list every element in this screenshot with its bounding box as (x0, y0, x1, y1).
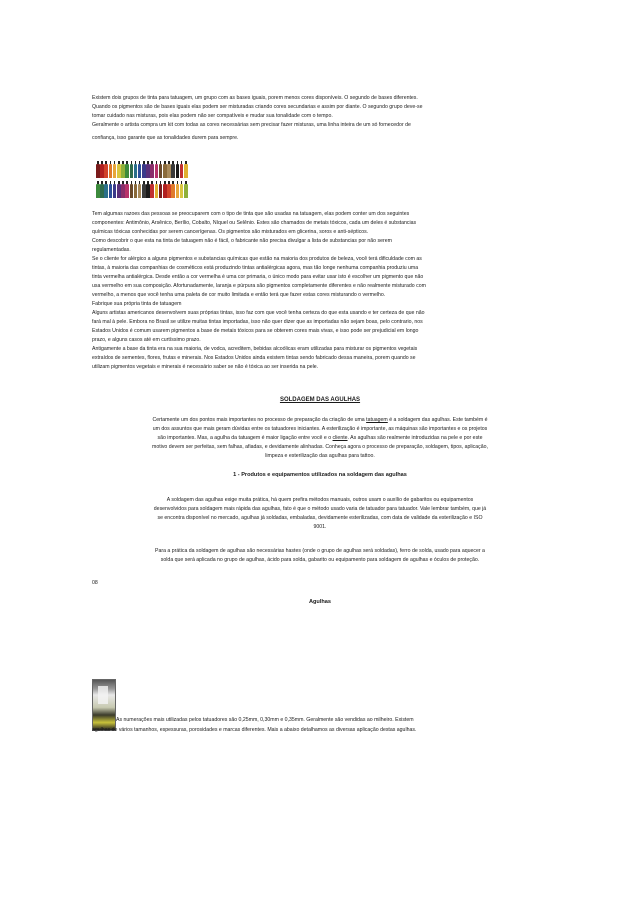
ink-bottle (150, 164, 154, 178)
ink-bottle (184, 184, 188, 198)
ink-bottles-image (96, 160, 188, 198)
ink-bottle (150, 184, 154, 198)
ink-bottle (163, 164, 167, 178)
soldagem-p1-text-b: é a soldagem das agulhas. Este também é (387, 417, 488, 423)
body-line-7: tintas, à maioria das companhias de cosméticos está produzindo tintas antialérgicas agora, mas tão longe nenhuma companhia produziu uma (92, 265, 419, 271)
ink-bottle (125, 164, 129, 178)
body-line-2: componentes: Antimônio, Arsênico, Berílio, Cobalto, Níquel ou Selênio. Estes são chamados de metais tóxicos, cada um deles é substancias (92, 220, 417, 226)
ink-bottle (109, 184, 113, 198)
soldagem-p1-line-2: um dos assuntos que mais geram dúvidas entre os tatuadores iniciantes. A esterilização é importante, as máquinas são importantes e os projetos (152, 426, 488, 432)
body-line-12: Alguns artistas americanos desenvolvem suas próprias tintas, isso faz com que você tenha certeza do que esta usando e ter certeza de que não (92, 310, 425, 316)
ink-bottle (176, 164, 180, 178)
agulhas-line-1: As numerações mais utilizadas pelos tatuadores são 0,25mm, 0,30mm e 0,35mm. Geralmente são vendidas ao milheiro. Existem (116, 717, 414, 723)
ink-bottle (171, 184, 175, 198)
ink-bottle (142, 164, 146, 178)
intro-line-5: confiança, isso garante que as tonalidades durem para sempre. (92, 135, 239, 141)
body-line-4: Como descobrir o que esta na tinta de tatuagem não é fácil, o fabricante não precisa divulgar a lista de substancias por não serem (92, 238, 392, 244)
intro-line-1: Existem dois grupos de tinta para tatuagem, um grupo com as bases iguais, porem menos cores disponíveis. O segundo de bases diferentes. (92, 95, 418, 101)
body-line-8: tinta vermelha antialérgica. Desde então a cor vermelha é uma cor primaria, o único modo para evitar usar isto é escolher um pigmento que não (92, 274, 424, 280)
ink-bottle (134, 184, 138, 198)
soldagem-p1l3-text-b: . As agulhas são realmente introduzidas na pele e por este (347, 435, 483, 441)
ink-bottle (155, 164, 159, 178)
agulhas-line-2: agulhas de vários tamanhos, espessuras, porosidades e marcas diferentes. Mais a abaixo detalhamos as diversas aplicação destas agulhas. (92, 727, 417, 733)
body-line-18: utilizam pigmentos vegetais e minerais é necessário saber se não é tóxica ao ser inserida na pele. (92, 364, 319, 370)
ink-bottle (167, 164, 171, 178)
ink-bottle (96, 164, 100, 178)
ink-bottle (100, 184, 104, 198)
ink-bottle (176, 184, 180, 198)
ink-bottle (96, 184, 100, 198)
ink-bottle (159, 184, 163, 198)
intro-line-4: Geralmente o artista compra um kit com todas as cores necessárias sem precisar fazer misturas, uma linha inteira de um só fornecedor de (92, 122, 411, 128)
soldagem-p2-line-3: se encontra disponível no mercado, agulhas já soldadas, embaladas, devidamente esterilizadas, com data de validade da esterilização e ISO (157, 515, 483, 521)
page-number: 08 (92, 580, 98, 586)
ink-bottle (159, 164, 163, 178)
ink-bottle (130, 184, 134, 198)
needles-image (92, 679, 116, 731)
intro-line-2: Quando os pigmentos são de bases iguais elas podem ser misturadas criando cores secundarias e assim por diante. O segundo grupo deve-se (92, 104, 423, 110)
subheading-agulhas: Agulhas (308, 599, 332, 605)
soldagem-p1-line-5: limpeza e esterilização das agulhas para tattoo. (265, 453, 375, 459)
ink-bottles-row-top (96, 160, 188, 178)
ink-bottle (113, 184, 117, 198)
ink-bottle (184, 164, 188, 178)
soldagem-p2-line-2: desenvolvidos para soldagem mais rápida das agulhas, fato é que o método usado varia de tatuador para tatuador. Vale lembrar também, que já (153, 506, 487, 512)
soldagem-p3-line-1: Para a prática da soldagem de agulhas são necessárias hastes (onde o grupo de agulhas será soldadas), ferro de solda, usado para aquecer a (155, 548, 485, 554)
body-line-11: Fabrique sua própria tinta de tatuagem (92, 301, 182, 307)
ink-bottle (163, 184, 167, 198)
ink-bottle (138, 164, 142, 178)
ink-bottle (180, 164, 184, 178)
ink-bottle (121, 184, 125, 198)
ink-bottle (167, 184, 171, 198)
ink-bottle (109, 164, 113, 178)
body-line-5: regulamentadas. (92, 247, 131, 253)
ink-bottle (104, 164, 108, 178)
ink-bottle (134, 164, 138, 178)
intro-line-3: tomar cuidado nas misturas, pois elas podem não ser compatíveis e mudar sua tonalidade com o tempo. (92, 113, 333, 119)
body-line-1: Tem algumas razoes das pessoas se preocuparem com o tipo de tinta que são usadas na tatuagem, elas podem conter um dos seguintes (92, 211, 410, 217)
ink-bottle (130, 164, 134, 178)
ink-bottle (142, 184, 146, 198)
tatuagem-link[interactable]: tatuagem (366, 417, 388, 423)
ink-bottle (146, 184, 150, 198)
ink-bottle (125, 184, 129, 198)
soldagem-p2-line-4: 9001. (313, 524, 327, 530)
body-line-3: químicas tóxicas conhecidas por serem cancerígenas. Os pigmentos são misturados em glicerina, soros e anti-sépticos. (92, 229, 369, 235)
body-line-14: Estados Unidos é comum usarem pigmentos a base de metais tóxicos para se obterem cores mais vivas, e isso pode ser prejudicial em longo (92, 328, 419, 334)
ink-bottle (171, 164, 175, 178)
soldagem-p3-line-2: solda que será aplicada no grupo de agulhas, ácido para solda, gabarito ou equipamento para soldagem de agulhas e óculos de proteção. (160, 557, 480, 563)
ink-bottle (146, 164, 150, 178)
body-line-13: fará mal à pele. Embora no Brasil se utilize muitas tintas importadas, isso não quer dizer que as importadas não sejam boas, pelo contrario, nos (92, 319, 423, 325)
section-heading: SOLDAGEM DAS AGULHAS (279, 397, 361, 403)
body-line-16: Antigamente a base da tinta era na sua maioria, de vodca, acreditem, bebidas alcoólicas eram utilizadas para misturar os pigmentos vegetais (92, 346, 418, 352)
ink-bottles-row-bottom (96, 180, 188, 198)
ink-bottle (113, 164, 117, 178)
ink-bottle (117, 184, 121, 198)
ink-bottle (117, 164, 121, 178)
subheading-produtos: 1 - Produtos e equipamentos utilizados na soldagem das agulhas (233, 472, 407, 478)
ink-bottle (155, 184, 159, 198)
body-line-10: vermelho, a menos que você tenha uma paleta de cor muito limitada e então terá que fazer estas cores misturando o vermelho. (92, 292, 386, 298)
ink-bottle (100, 164, 104, 178)
body-line-17: extraídos de sementes, flores, frutas e minerais. Nos Estados Unidos ainda existem tintas sendo fabricado dessa maneira, porem quando se (92, 355, 416, 361)
body-line-15: prazo, e alguns casos até em curtíssimo prazo. (92, 337, 201, 343)
soldagem-p1-text-a: Certamente um dos pontos mais importantes no processo de preparação da criação de uma (152, 417, 367, 423)
soldagem-p2-line-1: A soldagem das agulhas exige muita prática, há quem prefira métodos manuais, outros usam o auxílio de gabaritos ou equipamentos (166, 497, 474, 503)
body-line-9: usa vermelho em sua composição. Afortunadamente, laranja e púrpura são pigmentos completamente diferentes e não realmente misturado com (92, 283, 426, 289)
soldagem-p1-line-4: motivo devem ser perfeitas, sem falhas, afiadas, e devidamente alinhadas. Conheça agora o processo de preparação, soldagem, tipos, aplicação, (152, 444, 488, 450)
soldagem-p1l3-text-a: são importantes. Mas, a agulha da tatuagem é maior ligação entre você e o (157, 435, 333, 441)
ink-bottle (138, 184, 142, 198)
ink-bottle (180, 184, 184, 198)
ink-bottle (104, 184, 108, 198)
body-line-6: Se o cliente for alérgico a alguns pigmentos e substancias químicas que estão na maioria dos produtos de beleza, você terá dificuldade com as (92, 256, 422, 262)
ink-bottle (121, 164, 125, 178)
cliente-link[interactable]: cliente (332, 435, 348, 441)
